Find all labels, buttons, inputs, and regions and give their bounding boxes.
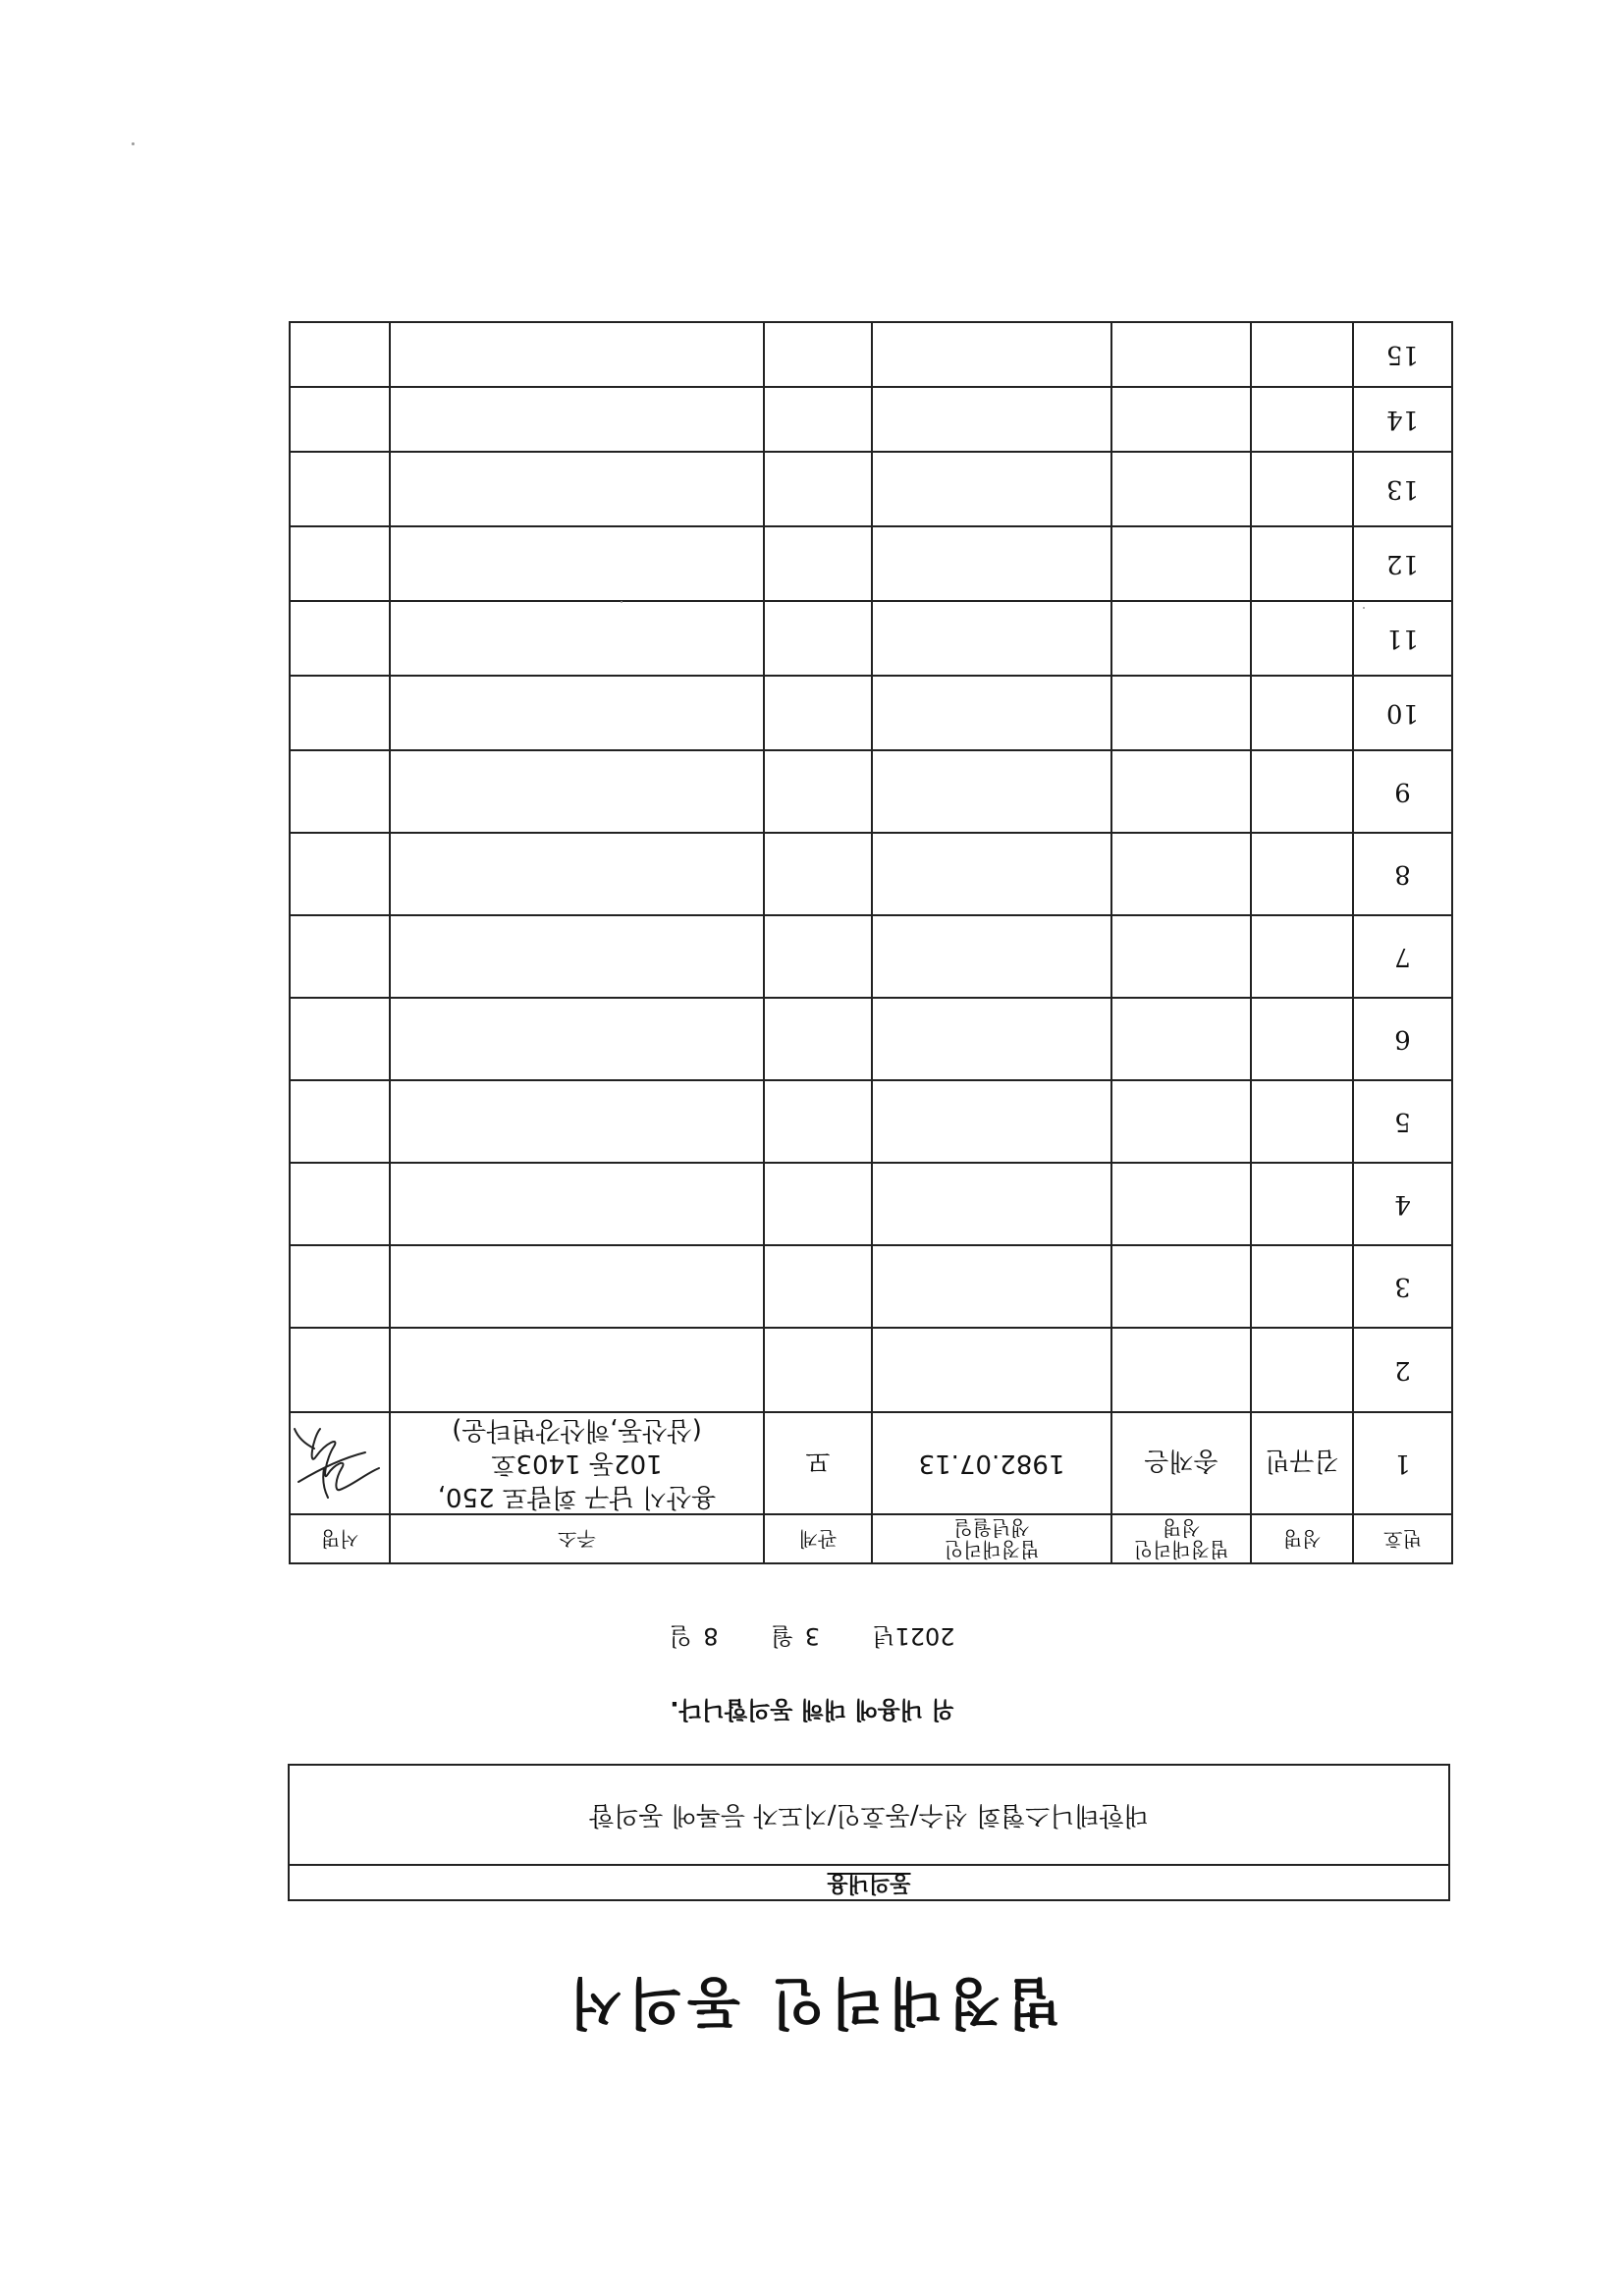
row-signature[interactable] xyxy=(290,915,390,998)
consent-header-text: 동의내용 xyxy=(827,1871,911,1895)
row-relation[interactable] xyxy=(764,915,872,998)
row-name[interactable] xyxy=(1251,1328,1353,1412)
scan-speck xyxy=(621,601,623,603)
header-guardian-name-line1: 법정대리인 xyxy=(1133,1538,1229,1561)
row-relation[interactable] xyxy=(764,676,872,750)
row-guardian-birth[interactable] xyxy=(872,998,1111,1080)
scan-speck xyxy=(132,142,135,145)
row-address-line3: (삼산동,해산강변타운) xyxy=(452,1415,702,1445)
row-guardian-name[interactable] xyxy=(1111,676,1251,750)
row-signature xyxy=(290,1412,390,1514)
table-row xyxy=(290,915,1452,998)
consent-body: 대한테니스협회 선수/동호인/지도자 등록에 동의함 xyxy=(589,1800,1149,1830)
row-signature[interactable] xyxy=(290,1328,390,1412)
row-relation[interactable] xyxy=(764,833,872,915)
handwritten-signature xyxy=(291,1419,385,1507)
row-guardian-birth[interactable] xyxy=(872,601,1111,676)
row-guardian-birth[interactable] xyxy=(872,452,1111,526)
row-name[interactable] xyxy=(1251,915,1353,998)
row-address[interactable] xyxy=(390,1245,764,1328)
row-address[interactable] xyxy=(390,1163,764,1245)
date-day: 8 xyxy=(703,1622,719,1650)
row-address[interactable] xyxy=(390,601,764,676)
date-month: 3 xyxy=(804,1622,820,1650)
row-relation[interactable] xyxy=(764,601,872,676)
row-no: 7 xyxy=(1353,915,1452,998)
row-guardian-name[interactable] xyxy=(1111,322,1251,387)
row-name[interactable] xyxy=(1251,1163,1353,1245)
header-relation: 관계 xyxy=(764,1514,872,1563)
row-relation[interactable] xyxy=(764,1328,872,1412)
row-relation: 모 xyxy=(764,1412,872,1514)
date-day-unit: 일 xyxy=(669,1622,692,1650)
row-relation[interactable] xyxy=(764,750,872,833)
row-address[interactable] xyxy=(390,750,764,833)
row-guardian-birth[interactable] xyxy=(872,526,1111,601)
row-address-line1: 용산시 남구 회람로 250, xyxy=(437,1482,717,1511)
guardian-table xyxy=(289,321,1453,1564)
row-signature[interactable] xyxy=(290,998,390,1080)
date-month-unit: 월 xyxy=(770,1622,794,1650)
table-row xyxy=(290,1080,1452,1163)
row-guardian-birth[interactable] xyxy=(872,322,1111,387)
row-guardian-name[interactable] xyxy=(1111,1080,1251,1163)
row-no: 2 xyxy=(1353,1328,1452,1412)
row-no: 1 xyxy=(1353,1412,1452,1514)
row-guardian-birth[interactable] xyxy=(872,1328,1111,1412)
row-guardian-birth[interactable] xyxy=(872,387,1111,452)
row-address-line2: 102동 1403호 xyxy=(491,1449,663,1478)
row-guardian-birth: 1982.07.13 xyxy=(872,1412,1111,1514)
row-name[interactable] xyxy=(1251,526,1353,601)
table-row xyxy=(290,1163,1452,1245)
header-signature: 서명 xyxy=(290,1514,390,1563)
row-signature[interactable] xyxy=(290,452,390,526)
table-row xyxy=(290,387,1452,452)
row-guardian-name[interactable] xyxy=(1111,1245,1251,1328)
row-no: 10 xyxy=(1353,676,1452,750)
table-row xyxy=(290,452,1452,526)
row-no: 4 xyxy=(1353,1163,1452,1245)
row-address[interactable] xyxy=(390,526,764,601)
row-signature[interactable] xyxy=(290,526,390,601)
table-row xyxy=(290,750,1452,833)
row-no: 13 xyxy=(1353,452,1452,526)
table-row xyxy=(290,526,1452,601)
row-name[interactable] xyxy=(1251,387,1353,452)
row-guardian-name[interactable] xyxy=(1111,601,1251,676)
row-signature[interactable] xyxy=(290,1245,390,1328)
row-guardian-name[interactable] xyxy=(1111,1328,1251,1412)
row-name[interactable] xyxy=(1251,1080,1353,1163)
table-row xyxy=(290,1328,1452,1412)
row-no: 6 xyxy=(1353,998,1452,1080)
row-no: 5 xyxy=(1353,1080,1452,1163)
row-address xyxy=(390,1412,764,1514)
row-signature[interactable] xyxy=(290,750,390,833)
row-relation[interactable] xyxy=(764,1245,872,1328)
row-no: 8 xyxy=(1353,833,1452,915)
table-header-row xyxy=(290,1514,1452,1563)
row-relation[interactable] xyxy=(764,1080,872,1163)
row-guardian-name[interactable] xyxy=(1111,1163,1251,1245)
row-guardian-birth[interactable] xyxy=(872,1080,1111,1163)
row-guardian-name[interactable] xyxy=(1111,750,1251,833)
table-row xyxy=(290,833,1452,915)
row-name[interactable] xyxy=(1251,322,1353,387)
document-title: 법정대리인 동의서 xyxy=(563,1970,1061,2034)
table-row xyxy=(290,601,1452,676)
row-address[interactable] xyxy=(390,833,764,915)
row-address[interactable] xyxy=(390,1328,764,1412)
row-guardian-birth[interactable] xyxy=(872,915,1111,998)
row-no: 12 xyxy=(1353,526,1452,601)
row-relation[interactable] xyxy=(764,452,872,526)
row-name[interactable] xyxy=(1251,452,1353,526)
row-address[interactable] xyxy=(390,387,764,452)
table-row xyxy=(290,322,1452,387)
row-name[interactable] xyxy=(1251,833,1353,915)
row-guardian-name[interactable] xyxy=(1111,526,1251,601)
row-signature[interactable] xyxy=(290,601,390,676)
header-name: 성명 xyxy=(1251,1514,1353,1563)
table-row xyxy=(290,676,1452,750)
header-guardian-name xyxy=(1111,1514,1251,1563)
row-guardian-birth[interactable] xyxy=(872,750,1111,833)
row-signature[interactable] xyxy=(290,1080,390,1163)
row-address[interactable] xyxy=(390,998,764,1080)
row-no: 11 xyxy=(1353,601,1452,676)
header-no: 번호 xyxy=(1353,1514,1452,1563)
header-guardian-birth xyxy=(872,1514,1111,1563)
header-guardian-birth-line2: 생년월일 xyxy=(953,1516,1030,1540)
date-year: 2021년 xyxy=(872,1622,955,1650)
row-guardian-name: 송재은 xyxy=(1111,1412,1251,1514)
row-address[interactable] xyxy=(390,452,764,526)
row-name[interactable] xyxy=(1251,750,1353,833)
row-address[interactable] xyxy=(390,915,764,998)
agreement-text: 위 내용에 대해 동의합니다. xyxy=(670,1696,954,1723)
consent-box xyxy=(288,1764,1450,1901)
row-guardian-birth[interactable] xyxy=(872,1245,1111,1328)
row-signature[interactable] xyxy=(290,1163,390,1245)
row-relation[interactable] xyxy=(764,1163,872,1245)
row-relation[interactable] xyxy=(764,526,872,601)
table-row xyxy=(290,1412,1452,1514)
row-signature[interactable] xyxy=(290,322,390,387)
row-no: 9 xyxy=(1353,750,1452,833)
row-relation[interactable] xyxy=(764,387,872,452)
table-row xyxy=(290,998,1452,1080)
consent-header xyxy=(290,1864,1448,1899)
row-address[interactable] xyxy=(390,322,764,387)
header-address: 주소 xyxy=(390,1514,764,1563)
header-guardian-birth-line1: 법정대리인 xyxy=(944,1538,1040,1561)
row-guardian-birth[interactable] xyxy=(872,833,1111,915)
row-guardian-birth[interactable] xyxy=(872,676,1111,750)
row-relation[interactable] xyxy=(764,998,872,1080)
row-guardian-name[interactable] xyxy=(1111,452,1251,526)
row-address[interactable] xyxy=(390,1080,764,1163)
row-name[interactable] xyxy=(1251,1245,1353,1328)
row-no: 3 xyxy=(1353,1245,1452,1328)
row-address[interactable] xyxy=(390,676,764,750)
header-guardian-name-line2: 성명 xyxy=(1162,1516,1201,1540)
row-name[interactable] xyxy=(1251,676,1353,750)
row-name: 김규빈 xyxy=(1251,1412,1353,1514)
row-guardian-name[interactable] xyxy=(1111,915,1251,998)
row-guardian-birth[interactable] xyxy=(872,1163,1111,1245)
row-name[interactable] xyxy=(1251,998,1353,1080)
row-guardian-name[interactable] xyxy=(1111,387,1251,452)
row-signature[interactable] xyxy=(290,833,390,915)
row-guardian-name[interactable] xyxy=(1111,998,1251,1080)
row-name[interactable] xyxy=(1251,601,1353,676)
row-no: 15 xyxy=(1353,322,1452,387)
date-line xyxy=(0,1621,1624,1656)
scan-speck xyxy=(1363,607,1365,609)
row-signature[interactable] xyxy=(290,676,390,750)
row-no: 14 xyxy=(1353,387,1452,452)
table-row xyxy=(290,1245,1452,1328)
row-relation[interactable] xyxy=(764,322,872,387)
row-guardian-name[interactable] xyxy=(1111,833,1251,915)
row-signature[interactable] xyxy=(290,387,390,452)
